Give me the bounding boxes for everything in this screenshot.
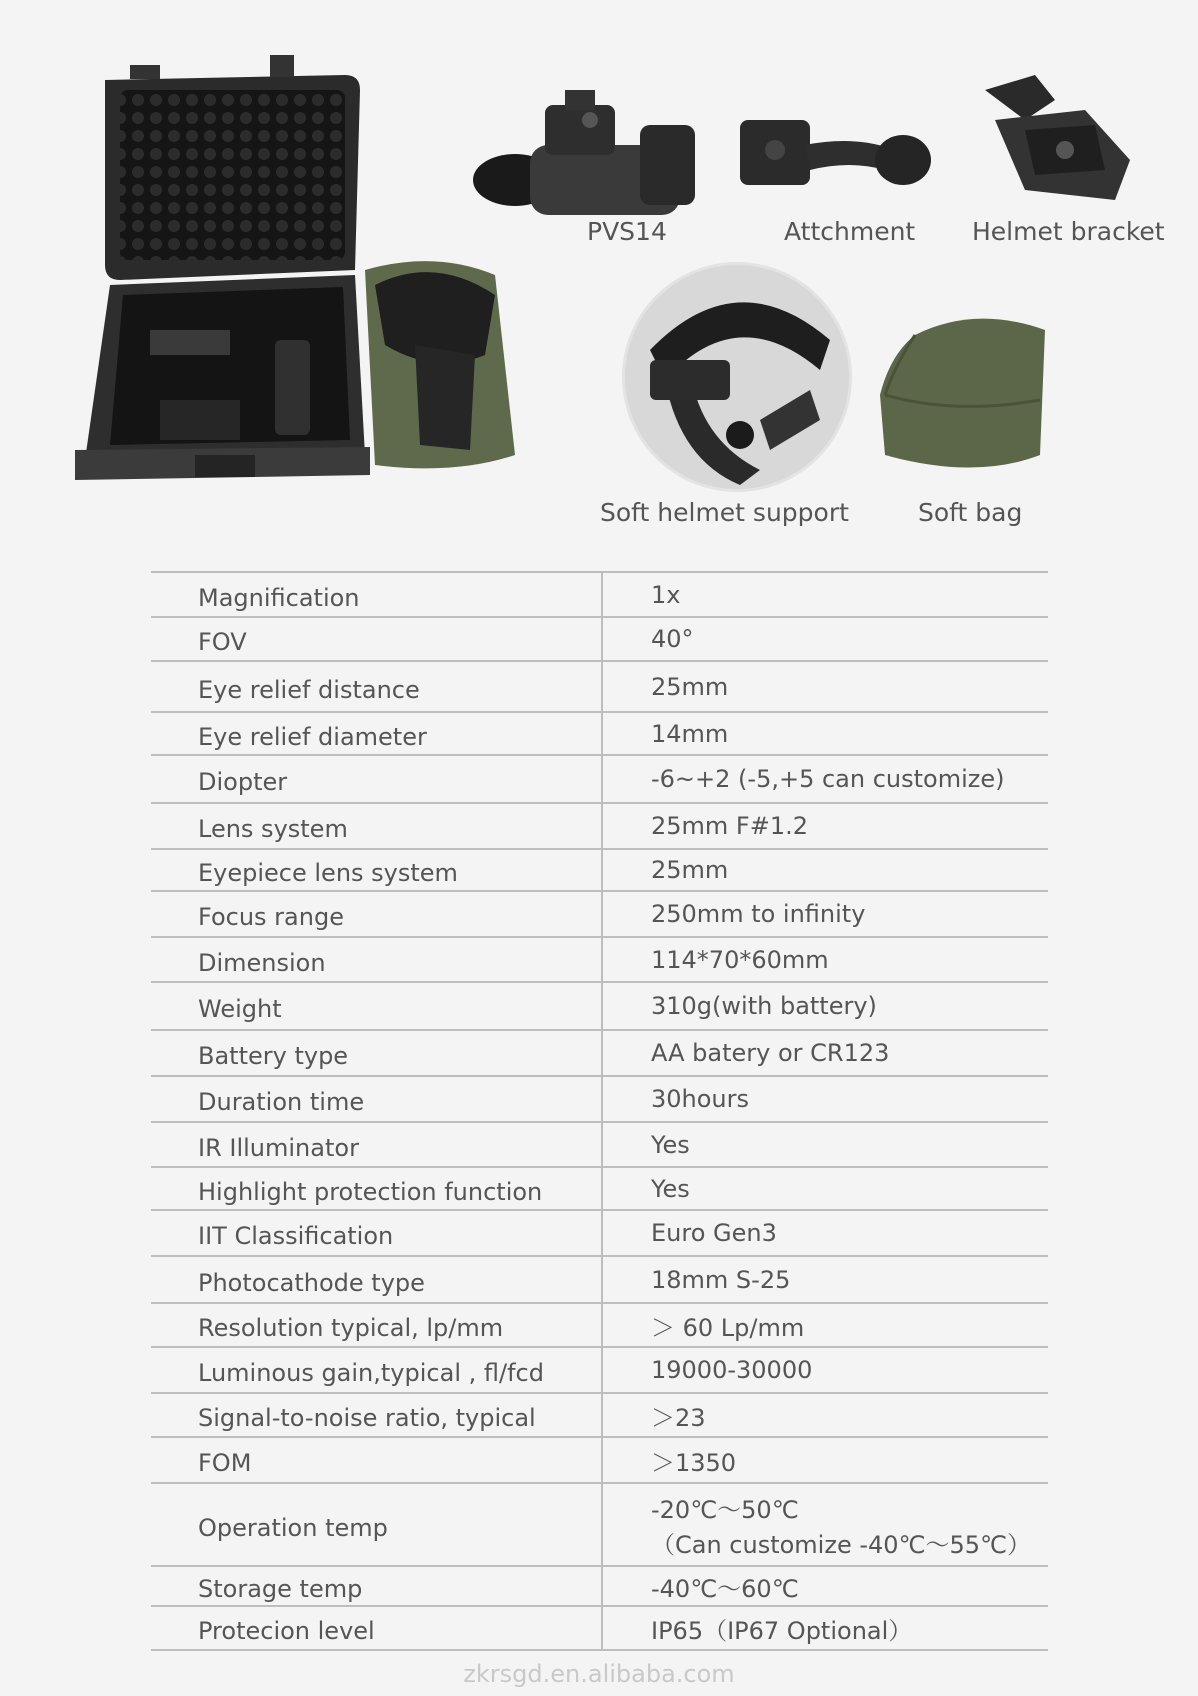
spec-value-text: ＞ 60 Lp/mm [651,1313,805,1342]
spec-row [151,1437,1048,1483]
spec-label: Eyepiece lens system [198,859,458,887]
spec-value [602,1210,1048,1256]
spec-value-text: Yes [651,1174,690,1203]
spec-row [151,572,1048,617]
spec-value-text: 25mm F#1.2 [651,812,809,840]
spec-row [151,617,1048,661]
spec-value [602,661,1048,712]
caption-soft-bag: Soft bag [918,498,1023,527]
spec-value-text: 250mm to infinity [651,900,866,928]
spec-value-text: 1x [651,580,681,609]
watermark: zkrsgd.en.alibaba.com [463,1660,735,1688]
attachment-image [735,105,935,205]
spec-row [151,1122,1048,1167]
spec-value [602,712,1048,755]
spec-value-text: Euro Gen3 [651,1219,777,1247]
spec-value-text: -20℃～50℃ [651,1495,799,1524]
spec-label: IIT Classification [198,1222,394,1250]
spec-label: FOM [198,1449,252,1477]
spec-value [602,891,1048,937]
spec-value [602,617,1048,661]
spec-value-text: 14mm [651,719,729,748]
spec-value [602,1030,1048,1076]
spec-value-text: IP65（IP67 Optional） [651,1616,913,1645]
spec-value [602,1076,1048,1122]
spec-value [602,1393,1048,1437]
spec-row [151,1347,1048,1393]
spec-label: IR Illuminator [198,1133,359,1162]
spec-value [602,1606,1048,1650]
spec-row [151,1483,1048,1566]
spec-value [602,937,1048,982]
spec-row [151,803,1048,849]
spec-value [602,572,1048,617]
spec-value-text: ＞23 [651,1403,706,1432]
spec-row [151,1606,1048,1650]
spec-label: Photocathode type [198,1268,425,1297]
spec-value [602,803,1048,849]
spec-value [602,849,1048,891]
spec-label: Diopter [198,768,288,796]
spec-row [151,1210,1048,1256]
spec-value-text: 25mm [651,856,729,884]
spec-value [602,1483,1048,1566]
spec-value-text: 19000-30000 [651,1356,813,1384]
spec-value-text: 18mm S-25 [651,1265,791,1294]
spec-label: Signal-to-noise ratio, typical [198,1404,536,1432]
spec-row [151,1167,1048,1210]
spec-value-text: Yes [651,1130,690,1159]
helmet-bracket-image [965,70,1140,210]
product-photos [0,0,1198,560]
spec-label: Luminous gain,typical , fl/fcd [198,1359,544,1387]
spec-label: Protecion level [198,1617,375,1645]
spec-label: Magnification [198,583,360,612]
caption-helmet-bracket: Helmet bracket [972,217,1165,246]
caption-pvs14: PVS14 [587,217,667,246]
soft-bag-image [875,305,1055,490]
spec-label: Lens system [198,815,348,843]
spec-value-text: 30hours [651,1085,750,1113]
spec-value-text: 40° [651,625,694,653]
spec-label: Highlight protection function [198,1177,543,1206]
spec-value-text: -40℃～60℃ [651,1574,799,1603]
spec-row [151,982,1048,1030]
spec-table [151,571,1048,1651]
spec-row [151,937,1048,982]
spec-row [151,849,1048,891]
spec-value-text: -6~+2 (-5,+5 can customize) [651,765,1005,793]
spec-label: Operation temp [198,1513,388,1542]
spec-value [602,1566,1048,1606]
spec-value-text: ＞1350 [651,1448,737,1477]
spec-value [602,755,1048,803]
spec-value [602,982,1048,1030]
spec-value [602,1303,1048,1347]
spec-label: Duration time [198,1088,365,1116]
spec-value-text: 25mm [651,672,729,701]
spec-value [602,1256,1048,1303]
caption-soft-helmet-support: Soft helmet support [600,498,849,527]
spec-row [151,1030,1048,1076]
spec-row [151,755,1048,803]
spec-label: FOV [198,628,247,656]
spec-value [602,1437,1048,1483]
spec-value [602,1167,1048,1210]
caption-attachment: Attchment [784,217,916,246]
spec-row [151,1256,1048,1303]
spec-row [151,1303,1048,1347]
spec-label: Battery type [198,1042,349,1070]
spec-label: Dimension [198,948,326,977]
pvs14-image [470,85,710,235]
spec-value-text: AA batery or CR123 [651,1039,890,1067]
spec-value-note: （Can customize -40℃～55℃） [651,1530,1031,1559]
spec-label: Storage temp [198,1575,363,1603]
spec-value-text: 310g(with battery) [651,992,877,1020]
spec-value-text: 114*70*60mm [651,945,829,974]
spec-label: Weight [198,995,282,1023]
spec-value [602,1347,1048,1393]
spec-row [151,1076,1048,1122]
spec-row [151,661,1048,712]
spec-value [602,1122,1048,1167]
spec-row [151,712,1048,755]
spec-label: Eye relief diameter [198,722,427,751]
spec-label: Resolution typical, lp/mm [198,1314,504,1342]
spec-row [151,1393,1048,1437]
spec-row [151,891,1048,937]
soft-helmet-support-image [620,260,855,495]
spec-label: Eye relief distance [198,675,420,704]
spec-row [151,1566,1048,1606]
spec-label: Focus range [198,903,344,931]
